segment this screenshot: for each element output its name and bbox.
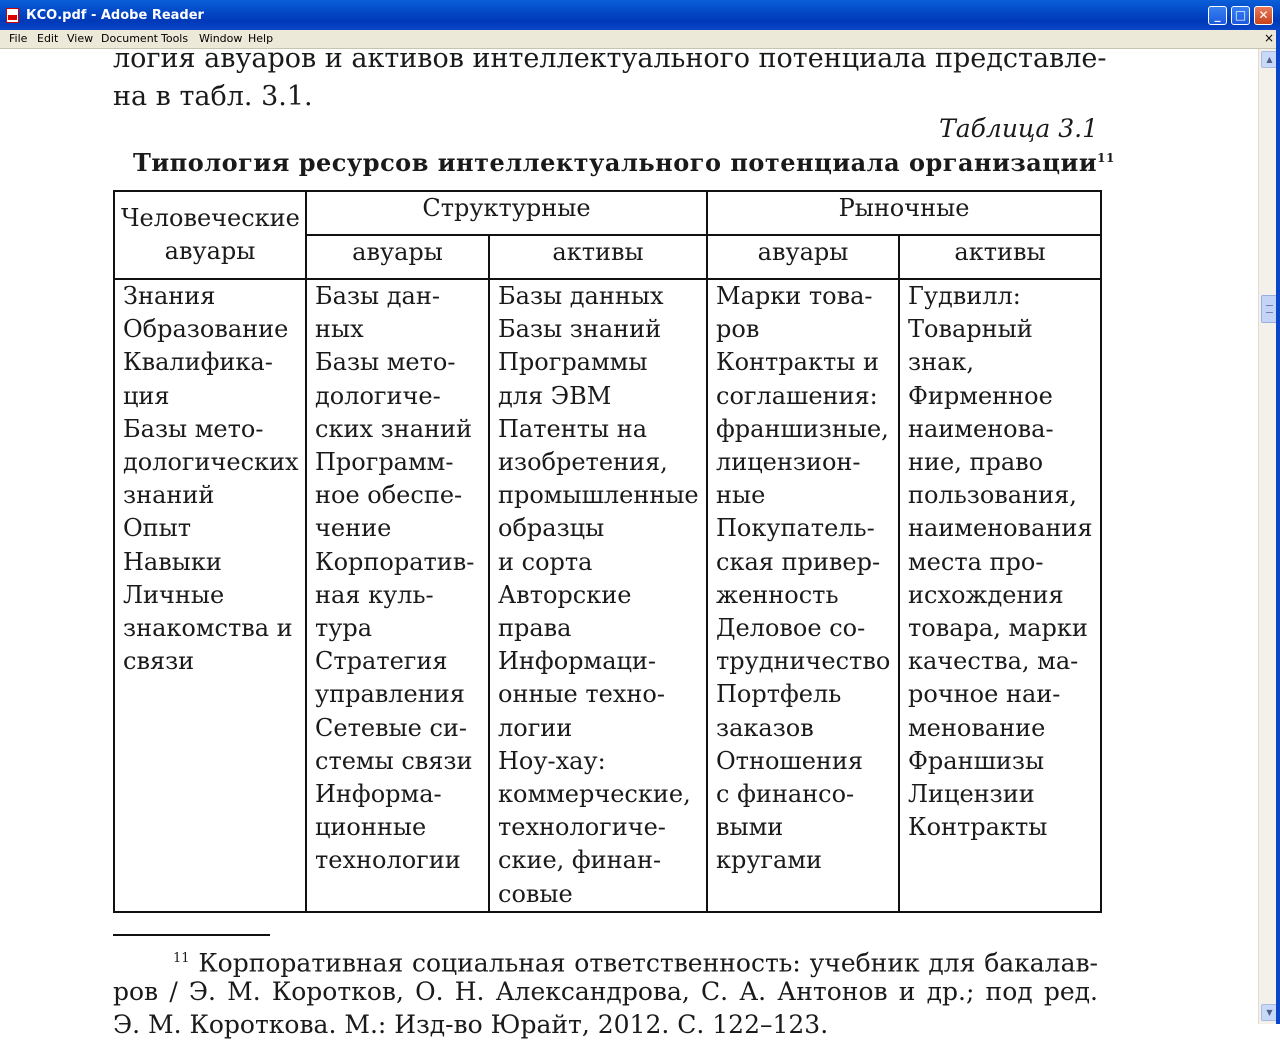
cell-line: дологических — [123, 448, 299, 477]
cell-line: ция — [123, 381, 170, 410]
cell-line: для ЭВМ — [498, 381, 612, 410]
footnote-rule — [113, 934, 270, 936]
column-structural-aktivy — [489, 279, 707, 912]
cell-line: Стратегия — [315, 647, 448, 676]
cell-line: франшизные, — [716, 414, 889, 443]
cell-line: знакомства и — [123, 614, 293, 643]
menu-help[interactable]: Help — [248, 32, 274, 45]
footnote-line-3: Э. М. Короткова. М.: Изд-во Юрайт, 2012. С. 122–123. — [113, 1010, 829, 1039]
cell-line: менование — [908, 713, 1046, 742]
cell-line: ние, право — [908, 448, 1044, 477]
cell-line: ские, финан- — [498, 846, 662, 875]
cell-line: Патенты на — [498, 414, 648, 443]
menu-tools[interactable]: Tools — [161, 32, 189, 45]
cell-line: знак, — [908, 348, 975, 377]
cell-line: тура — [315, 614, 373, 643]
menu-file[interactable]: File — [9, 32, 28, 45]
maximize-button[interactable]: □ — [1231, 6, 1250, 25]
cell-line: трудничество — [716, 647, 891, 676]
column-structural-avuary — [306, 279, 489, 912]
cell-line: кругами — [716, 846, 823, 875]
cell-line: женность — [716, 580, 839, 609]
cell-line: Базы дан- — [315, 282, 440, 310]
cell-line: наименова- — [908, 414, 1054, 443]
intro-line-2: на в табл. 3.1. — [113, 81, 313, 112]
cell-line: Ноу-хау: — [498, 746, 606, 775]
table-title — [133, 148, 1115, 177]
cell-line: исхождения — [908, 580, 1064, 609]
cell-line: ное обеспе- — [315, 481, 463, 510]
scroll-up-button[interactable]: ▲ — [1261, 51, 1278, 68]
cell-line: чение — [315, 514, 392, 543]
cell-line: коммерческие, — [498, 780, 691, 809]
cell-line: ров — [716, 315, 760, 344]
cell-line: Контракты — [908, 813, 1048, 842]
cell-line: Портфель — [716, 680, 842, 709]
cell-line: Базы мето- — [123, 414, 264, 443]
cell-line: лицензион- — [716, 448, 861, 477]
footnote-text-1: Корпоративная социальная ответственность: учебник для бакалав- — [198, 948, 1098, 978]
cell-line: стемы связи — [315, 746, 473, 775]
footnote-number: 11 — [173, 951, 190, 966]
column-market-avuary — [707, 279, 899, 912]
cell-line: Фирменное — [908, 381, 1053, 410]
close-document-icon[interactable]: × — [1263, 31, 1274, 45]
cell-line: Сетевые си- — [315, 713, 468, 742]
cell-line: Марки това- — [716, 282, 873, 310]
cell-line: знаний — [123, 481, 215, 510]
cell-line: качества, ма- — [908, 647, 1079, 676]
cell-line: онные техно- — [498, 680, 665, 709]
cell-line: технологиче- — [498, 813, 666, 842]
footnote-line-2: ров / Э. М. Коротков, О. Н. Александрова, С. А. Антонов и др.; под ред. — [113, 977, 1098, 1006]
cell-line: промышленные — [498, 481, 699, 510]
cell-line: Опыт — [123, 514, 192, 543]
table-label: Таблица 3.1 — [939, 114, 1098, 143]
table-title-text: Типология ресурсов интеллектуального потенциала организации — [133, 148, 1098, 177]
subheader-market-aktivy: активы — [899, 235, 1101, 279]
cell-line: технологии — [315, 846, 461, 875]
cell-line: образцы — [498, 514, 605, 543]
cell-line: Лицензии — [908, 780, 1035, 809]
cell-line: ных — [315, 315, 364, 344]
cell-line: Программ- — [315, 448, 454, 477]
table-title-footnote-ref: 11 — [1097, 151, 1115, 165]
cell-line: Гудвилл: — [908, 282, 1021, 310]
cell-line: с финансо- — [716, 780, 855, 809]
header-human-line-2: авуары — [164, 237, 256, 265]
menu-window[interactable]: Window — [199, 32, 243, 45]
cell-line: соглашения: — [716, 381, 878, 410]
menu-document[interactable]: Document — [101, 32, 158, 45]
cell-line: Базы данных — [498, 282, 664, 310]
cell-line: Отношения — [716, 746, 864, 775]
header-human-line-1: Человеческие — [121, 203, 300, 232]
cell-line: Информа- — [315, 780, 442, 809]
column-market-aktivy — [899, 279, 1101, 912]
cell-line: Авторские — [498, 580, 632, 609]
cell-line: и сорта — [498, 547, 593, 576]
cell-line: Личные — [123, 580, 225, 609]
cell-line: Покупатель- — [716, 514, 875, 543]
cell-line: права — [498, 614, 572, 643]
cell-line: товара, марки — [908, 614, 1088, 643]
cell-line: управления — [315, 680, 465, 709]
header-structural: Структурные — [306, 191, 707, 235]
cell-line: Франшизы — [908, 746, 1045, 775]
cell-line: Навыки — [123, 547, 222, 576]
subheader-market-avuary: авуары — [707, 235, 899, 279]
cell-line: связи — [123, 647, 195, 676]
cell-line: изобретения, — [498, 448, 668, 477]
pdf-app-icon — [6, 8, 19, 23]
window-frame-right — [1276, 30, 1280, 1024]
subheader-structural-aktivy: активы — [489, 235, 707, 279]
intro-line-1: логия авуаров и активов интеллектуального потенциала представле- — [113, 49, 1107, 74]
cell-line: логии — [498, 713, 573, 742]
cell-line: пользования, — [908, 481, 1077, 510]
cell-line: Контракты и — [716, 348, 879, 377]
cell-line: Товарный — [908, 315, 1033, 344]
cell-line: Квалифика- — [123, 348, 273, 377]
subheader-structural-avuary: авуары — [306, 235, 489, 279]
menu-view[interactable]: View — [67, 32, 94, 45]
column-human — [114, 279, 306, 912]
cell-line: Базы знаний — [498, 315, 662, 344]
minimize-button[interactable]: _ — [1208, 6, 1227, 25]
menu-edit[interactable]: Edit — [37, 32, 59, 45]
cell-line: выми — [716, 813, 784, 842]
cell-line: ная куль- — [315, 580, 434, 609]
cell-line: Образование — [123, 315, 289, 344]
cell-line: дологиче- — [315, 381, 441, 410]
scroll-down-button[interactable]: ▼ — [1261, 1004, 1278, 1021]
cell-line: ская привер- — [716, 547, 881, 576]
header-market: Рыночные — [707, 191, 1101, 235]
menu-bar — [0, 30, 1280, 49]
cell-line: Знания — [123, 282, 216, 310]
cell-line: места про- — [908, 547, 1044, 576]
cell-line: Информаци- — [498, 647, 657, 676]
close-button[interactable]: ✕ — [1254, 6, 1273, 25]
header-human-assets — [114, 191, 306, 279]
cell-line: Деловое со- — [716, 614, 866, 643]
cell-line: Базы мето- — [315, 348, 456, 377]
resources-table — [113, 190, 1102, 913]
cell-line: Программы — [498, 348, 648, 377]
cell-line: ских знаний — [315, 414, 472, 443]
window-title: КСО.pdf - Adobe Reader — [26, 8, 204, 23]
cell-line: совые — [498, 879, 573, 908]
cell-line: ционные — [315, 813, 427, 842]
cell-line: ные — [716, 481, 766, 510]
cell-line: наименования — [908, 514, 1093, 543]
cell-line: рочное наи- — [908, 680, 1061, 709]
footnote-line-1 — [113, 942, 1098, 979]
window-title-bar[interactable] — [0, 0, 1280, 30]
cell-line: заказов — [716, 713, 814, 742]
cell-line: Корпоратив- — [315, 547, 475, 576]
